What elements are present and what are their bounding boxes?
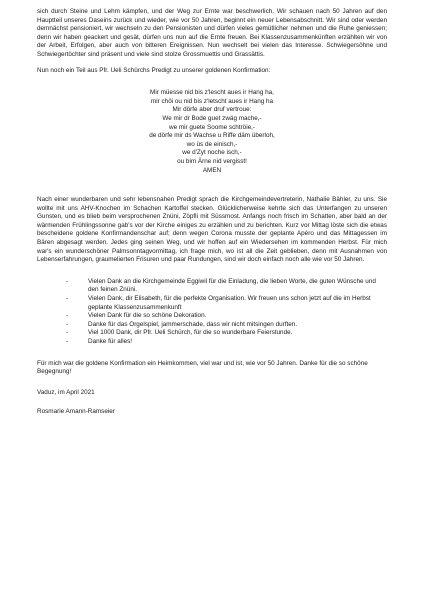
poem-line: Mir dörfe aber druf vertroue:: [172, 106, 252, 114]
poem-amen: AMEN: [202, 166, 222, 174]
sermon-poem: [37, 89, 387, 175]
list-item: - Viel 1000 Dank, dir Pfr. Ueli Schürch, für die so wunderbare Feierstunde.: [66, 329, 387, 338]
poem-line: we mir guete Soome schtröie,-: [168, 123, 256, 131]
author-signature: Rosmarie Amann-Ramseier: [37, 408, 115, 416]
list-item: - Danke für alles!: [66, 338, 387, 347]
poem-line: ou bim Ärne nid vergisst!: [177, 157, 247, 165]
poem-line: de dörfe mir ds Wachse u Riffe däm überloh,: [149, 132, 275, 140]
paragraph-after-sermon: Nach einer wunderbaren und sehr lebensnahen Predigt sprach die Kirchgemeindevertreterin, Nathalie Bähler, zu uns. Sie wollte mit uns AHV-Knochen im Schachen Kartoffel stecken. Glücklicherweise kehrte sich das Unterfangen zu unseren Gunsten, und es blieb beim versprochenen Znüni, Zöpfli mit Süssmost. Anfangs noch frisch im Schatten, aber bald an der wärmenden Frühlingssonne gab's vor der Kirche einiges zu erzählen und zu berichten. Kurz vor Mittag löste sich die etwas bescheidene goldene Konfirmandenschar auf; denn wegen Corona musste der geplante Apéro und das Mittagessen im Bären abgesagt werden. Jedes ging seinen Weg, und wir hoffen auf ein Wiedersehen im kommenden Herbst. Für mich war's ein wunderschöner Palmsonntagvormittag, ich frage mich, wo ist all die Zeit geblieben, denn mit Ausnahmen von Lebenserfahrungen, graumelierten Frisuren und paar Rundungen, sind wir doch einfach noch alle wie vor 50 Jahren.: [37, 196, 387, 264]
poem-line: Mir müesse nid bis z'lescht aues ir Hang ha,: [150, 89, 274, 97]
dateline: Vaduz, im April 2021: [37, 388, 95, 396]
paragraph-sermon-intro: Nun noch ein Teil aus Pfr. Ueli Schürchs Predigt zu unserer goldenen Konfirmation:: [37, 66, 271, 74]
list-item: - Vielen Dank an die Kirchgemeinde Eggiwil für die Einladung, die lieben Worte, die guten Wünsche und den feinen Znüni.: [66, 278, 387, 295]
list-item: - Vielen Dank für die so schöne Dekoration.: [66, 312, 387, 321]
poem-line: we d'Zyt noche isch,-: [182, 149, 242, 157]
list-item: - Vielen Dank, dir Elisabeth, für die perfekte Organisation. Wir freuen uns schon jetzt auf die im Herbst geplante Klassenzusammenkunft: [66, 295, 387, 312]
paragraph-closing: Für mich war die goldene Konfirmation ein Heimkommen, viel war und ist, wie vor 50 Jahren. Danke für die so schöne Begegnung!: [37, 359, 368, 376]
poem-line: wo üs de einisch,-: [186, 140, 238, 148]
thanks-list: [37, 278, 387, 347]
poem-line: mir chöi ou nid bis z'letscht aues ir Hang ha: [150, 97, 274, 105]
poem-line: We mir dr Bode guet zwäg mache,-: [162, 114, 262, 122]
paragraph-retirement: sich durch Steine und Lehm kämpfen, und der Weg zur Ernte war beschwerlich. Wir schauen nach 50 Jahren auf den Hauptteil unseres Daseins zurück und wieder, wie vor 50 Jahren, beginnt ein neuer Lebensabschnitt. Wir sind oder werden demnächst pensioniert, wir wechseln zu den Pensionisten und dürfen vieles gemütlicher nehmen und die Ruhe geniessen; denn wir haben geackert und gesät, dürfen uns nun auf die Ernte freuen. Bei Klassenzusammenkünften erzählten wir von der Arbeit, Erfolgen, aber auch von bitteren Ereignissen. Nun wechselt bei vielen das Interesse. Schwiegersöhne und Schwiegertöchter sind präsent und viele sind stolze Grossmuettis und Grassättis.: [37, 8, 387, 58]
list-item: - Danke für das Orgelspiel, jammerschade, dass wir nicht mitsingen durften.: [66, 321, 387, 330]
